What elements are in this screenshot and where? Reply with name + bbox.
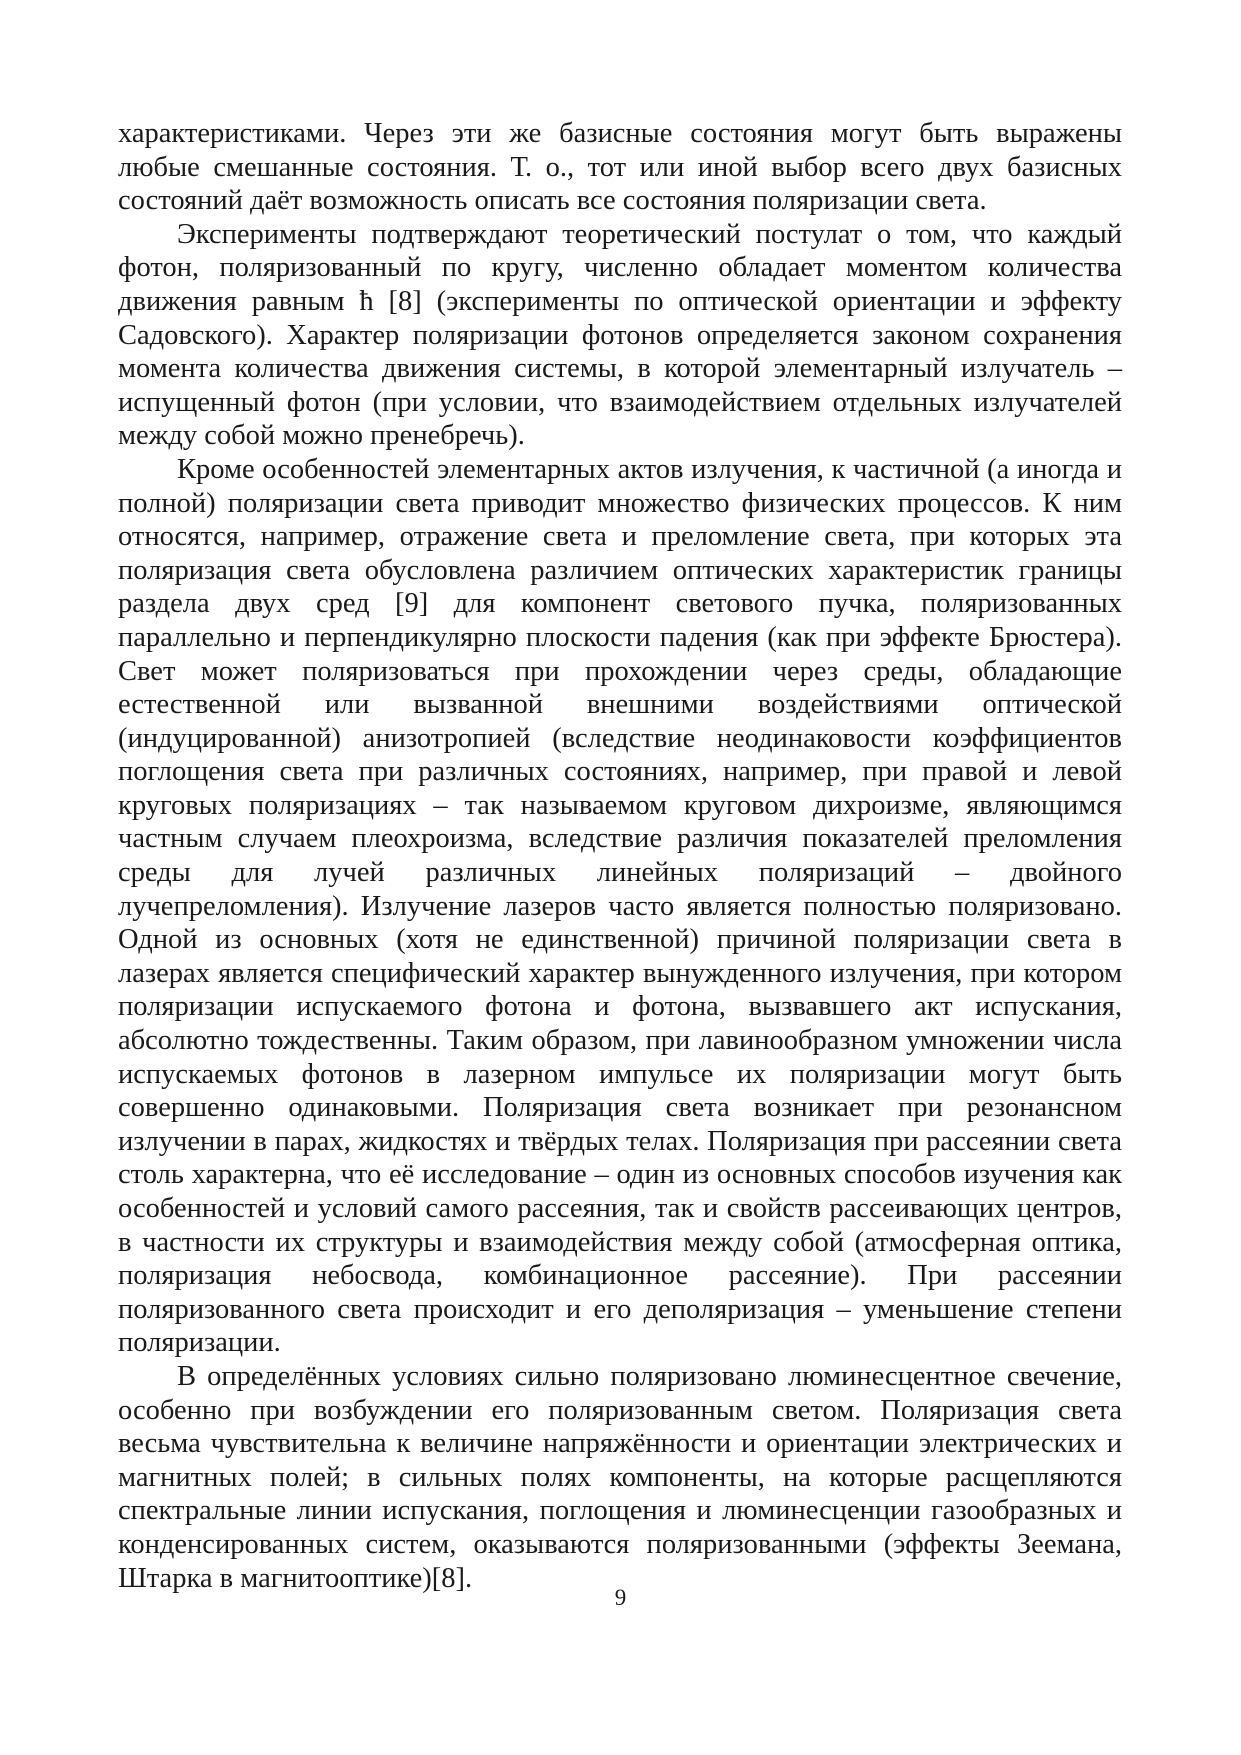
paragraph-continuation: характеристиками. Через эти же базисные состояния могут быть выражены любые смешанные состояния. Т. о., тот или иной выбор всего двух базисных состояний даёт возможность описать все состояния поляризации света.	[118, 118, 1122, 217]
paragraph-polarization-processes: Кроме особенностей элементарных актов излучения, к частичной (а иногда и полной) поляризации света приводит множество физических процессов. К ним относятся, например, отражение света и преломление света, при которых эта поляризация света обусловлена различием оптических характеристик границы раздела двух сред [9] для компонент светового пучка, поляризованных параллельно и перпендикулярно плоскости падения (как при эффекте Брюстера). Свет может поляризоваться при прохождении через среды, обладающие естественной или вызванной внешними воздействиями оптической (индуцированной) анизотропией (вследствие неодинаковости коэффициентов поглощения света при различных состояниях, например, при правой и левой круговых поляризациях – так называемом круговом дихроизме, являющимся частным случаем плеохроизма, вследствие различия показателей преломления среды для лучей различных линейных поляризаций – двойного лучепреломления). Излучение лазеров часто является полностью поляризовано. Одной из основных (хотя не единственной) причиной поляризации света в лазерах является специфический характер вынужденного излучения, при котором поляризации испускаемого фотона и фотона, вызвавшего акт испускания, абсолютно тождественны. Таким образом, при лавинообразном умножении числа испускаемых фотонов в лазерном импульсе их поляризации могут быть совершенно одинаковыми. Поляризация света возникает при резонансном излучении в парах, жидкостях и твёрдых телах. Поляризация при рассеянии света столь характерна, что её исследование – один из основных способов изучения как особенностей и условий самого рассеяния, так и свойств рассеивающих центров, в частности их структуры и взаимодействия между собой (атмосферная оптика, поляризация небосвода, комбинационное рассеяние). При рассеянии поляризованного света происходит и его деполяризация – уменьшение степени поляризации.	[118, 453, 1122, 1359]
page-number: 9	[614, 1585, 627, 1610]
paragraph-photon-momentum: Эксперименты подтверждают теоретический постулат о том, что каждый фотон, поляризованный по кругу, численно обладает моментом количества движения равным ħ [8] (эксперименты по оптической ориентации и эффекту Садовского). Характер поляризации фотонов определяется законом сохранения момента количества движения системы, в которой элементарный излучатель – испущенный фотон (при условии, что взаимодействием отдельных излучателей между собой можно пренебречь).	[118, 218, 1122, 452]
body-text	[118, 117, 1122, 1595]
paragraph-luminescence: В определённых условиях сильно поляризовано люминесцентное свечение, особенно при возбуждении его поляризованным светом. Поляризация света весьма чувствительна к величине напряжённости и ориентации электрических и магнитных полей; в сильных полях компоненты, на которые расщепляются спектральные линии испускания, поглощения и люминесценции газообразных и конденсированных систем, оказываются поляризованными (эффекты Зеемана, Штарка в магнитооптике)[8].	[118, 1360, 1122, 1594]
